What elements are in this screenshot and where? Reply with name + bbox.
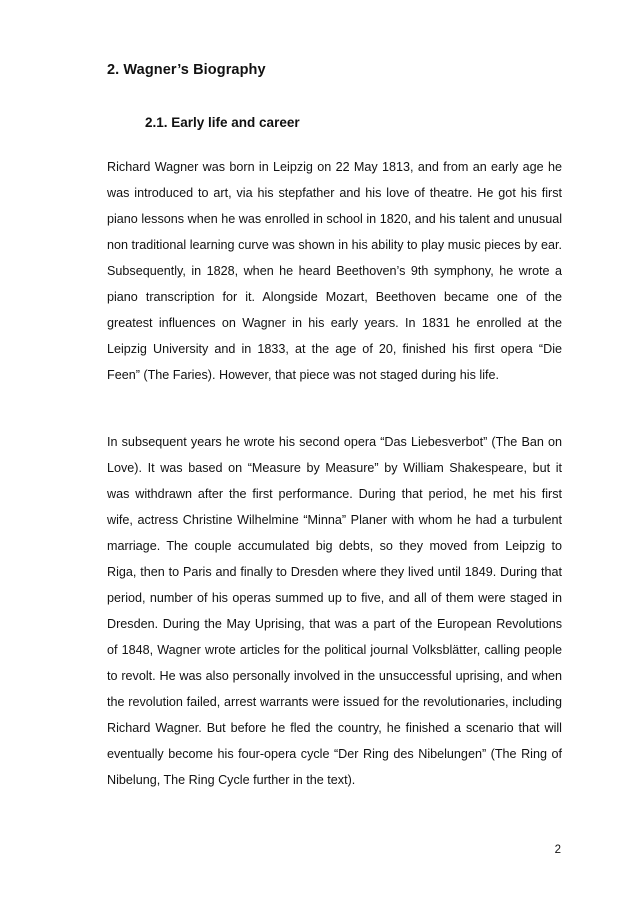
section-heading: 2. Wagner’s Biography [107, 62, 266, 78]
page-number: 2 [554, 844, 561, 856]
body-paragraph-subsequent-years: In subsequent years he wrote his second opera “Das Liebesverbot” (The Ban on Love). It was based on “Measure by Measure” by William Shakespeare, but it was withdrawn after the first performance. During that period, he met his first wife, actress Christine Wilhelmine “Minna” Planer with whom he had a turbulent marriage. The couple accumulated big debts, so they moved from Leipzig to Riga, then to Paris and finally to Dresden where they lived until 1849. During that period, number of his operas summed up to five, and all of them were staged in Dresden. During the May Uprising, that was a part of the European Revolutions of 1848, Wagner wrote articles for the political journal Volksblätter, calling people to revolt. He was also personally involved in the unsuccessful uprising, and when the revolution failed, arrest warrants were issued for the revolutionaries, including Richard Wagner. But before he fled the country, he finished a scenario that will eventually become his four-opera cycle “Der Ring des Nibelungen” (The Ring of Nibelung, The Ring Cycle further in the text). [107, 435, 562, 787]
subsection-heading: 2.1. Early life and career [145, 115, 300, 130]
body-paragraph-early-life: Richard Wagner was born in Leipzig on 22 May 1813, and from an early age he was introduced to art, via his stepfather and his love of theatre. He got his first piano lessons when he was enrolled in school in 1820, and his talent and unusual non traditional learning curve was shown in his ability to play music pieces by ear. Subsequently, in 1828, when he heard Beethoven’s 9th symphony, he wrote a piano transcription for it. Alongside Mozart, Beethoven became one of the greatest influences on Wagner in his early years. In 1831 he enrolled at the Leipzig University and in 1833, at the age of 20, finished his first opera “Die Feen” (The Faries). However, that piece was not staged during his life. [107, 160, 562, 382]
